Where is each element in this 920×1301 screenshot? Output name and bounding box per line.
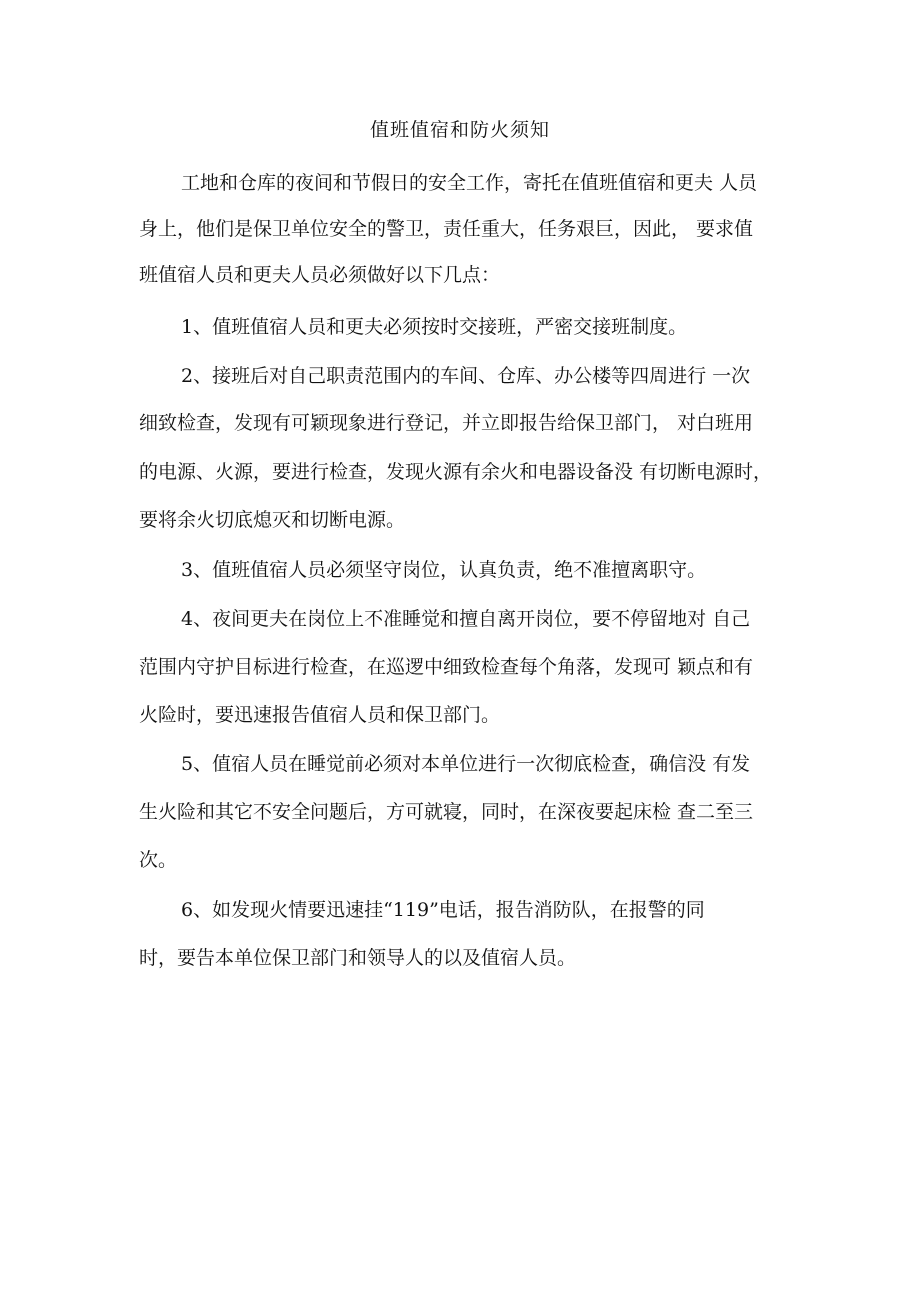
text-line: 2、接班后对自己职责范围内的车间、仓库、办公楼等四周进行 一次 — [181, 365, 751, 387]
text-line: 火险时，要迅速报告值宿人员和保卫部门。 — [139, 704, 501, 726]
text-line: 3、值班值宿人员必须坚守岗位，认真负责，绝不准擅离职守。 — [181, 559, 707, 581]
text-line: 1、值班值宿人员和更夫必须按时交接班，严密交接班制度。 — [181, 316, 688, 338]
text-line: 身上，他们是保卫单位安全的警卫，责任重大，任务艰巨，因此， 要求值 — [139, 218, 754, 240]
text-line: 4、夜间更夫在岗位上不准睡觉和擅自离开岗位，要不停留地对 自己 — [181, 608, 751, 630]
text-line: 要将余火切底熄灭和切断电源。 — [139, 509, 406, 531]
text-line: 次。 — [139, 849, 178, 871]
text-line: 的电源、火源，要进行检查，发现火源有余火和电器设备没 有切断电源时， — [139, 461, 773, 483]
text-line: 班值宿人员和更夫人员必须做好以下几点： — [139, 264, 501, 286]
text-line: 细致检查，发现有可颖现象进行登记，并立即报告给保卫部门， 对白班用 — [139, 412, 754, 434]
text-line: 6、如发现火情要迅速挂“119”电话，报告消防队，在报警的同 — [181, 899, 705, 921]
text-line: 生火险和其它不安全问题后，方可就寝，同时，在深夜要起床检 查二至三 — [139, 801, 754, 823]
text-line: 工地和仓库的夜间和节假日的安全工作，寄托在值班值宿和更夫 人员 — [181, 172, 758, 194]
text-line: 时，要告本单位保卫部门和领导人的以及值宿人员。 — [139, 947, 577, 969]
text-line: 5、值宿人员在睡觉前必须对本单位进行一次彻底检查，确信没 有发 — [181, 753, 751, 775]
document-title: 值班值宿和防火须知 — [369, 119, 550, 141]
text-line: 范围内守护目标进行检查，在巡逻中细致检查每个角落，发现可 颖点和有 — [139, 656, 754, 678]
